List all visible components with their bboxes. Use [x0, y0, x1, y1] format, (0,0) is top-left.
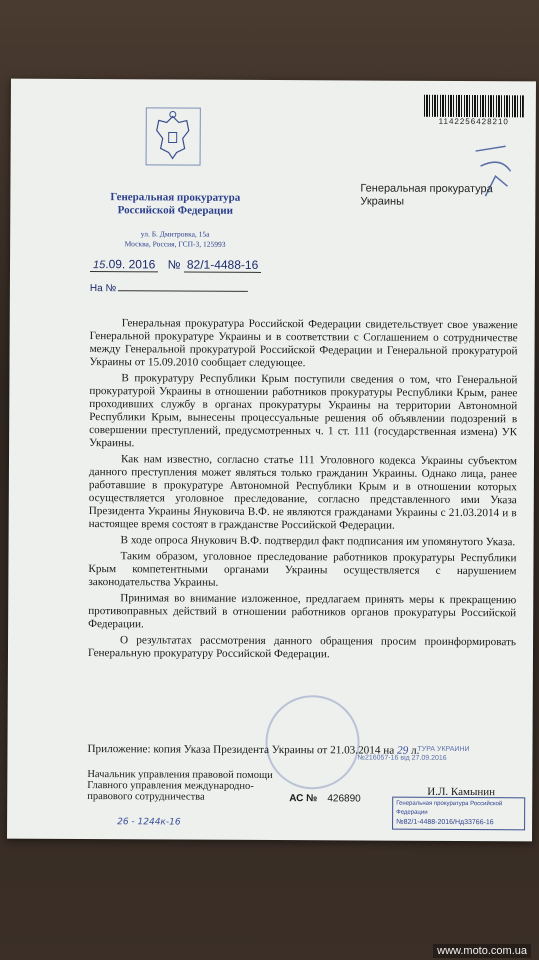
sender-address-line2: Москва, Россия, ГСП-3, 125993 — [124, 239, 226, 249]
registration-line1: ТУРА УКРАИНИ — [417, 745, 470, 754]
paragraph-6: Принимая во внимание изложенное, предлагаем принять меры к прекращению противоправных действий в отношении работников органов прокуратуры Российской Федерации. — [88, 592, 517, 631]
ac-value: 426890 — [327, 793, 361, 805]
paragraph-2: В прокуратуру Республики Крым поступили сведения о том, что Генеральной прокуратурой Украины в отношении работников прокуратуры Республики Крым, ранее проходивших службу в органах прокуратуры Украины на территории Автономной Республики Крым, вынесены процессуальные решения об объявлении подозрений в совершении преступлений, предусмотренных ч. 1 ст. 111 (государственная измена) УК Украины. — [89, 372, 518, 450]
signer-name: И.Л. Камынин — [427, 785, 496, 799]
signer-title — [87, 769, 273, 803]
paragraph-1: Генеральная прокуратура Российской Федерации свидетельствует свое уважение Генеральной прокуратуре Украины и в соответствии с Соглашением о сотрудничестве между Генеральной прокуратурой Российской Федерации и Генеральной прокуратурой Украины от 15.09.2010 сообщает следующее. — [89, 317, 518, 370]
barcode-number: 1142256428210 — [438, 116, 509, 127]
ac-number — [289, 793, 361, 804]
reference-label: На № — [89, 283, 117, 295]
reference-blank-line — [118, 290, 248, 292]
appendix-suffix: л. — [410, 744, 420, 757]
document-number: 82/1-4488-16 — [184, 258, 261, 273]
sender-header — [80, 191, 270, 250]
paragraph-3: Как нам известно, согласно статье 111 Уголовного кодекса Украины субъектом данного преступления может являться только гражданин Украины. Однако лица, ранее работавшие в прокуратуре Автономной Республики Крым и в отношении которых осуществляется уголовное преследование, согласно представленного ими Указа Президента Украины Януковича В.Ф. не являются гражданами Украины с 21.03.2014 и в настоящее время состоят в гражданстве Российской Федерации. — [88, 453, 518, 532]
registration-line2: №216057-16 від 27.09.2016 — [357, 754, 447, 762]
stamp-line1: Генеральная прокуратура Российской Федерации — [396, 800, 503, 816]
sender-org-line1: Генеральная прокуратура — [110, 191, 241, 204]
ac-label: АС № — [289, 793, 318, 805]
signer-line3: правового сотрудничества — [87, 791, 205, 803]
stamp-line2: №82/1-4488-2016/Нд33766-16 — [396, 818, 494, 827]
paragraph-4: В ходе опроса Янукович В.Ф. подтвердил факт подписания им упомянутого Указа. — [120, 534, 516, 549]
watermark: www.moto.com.ua — [433, 944, 531, 958]
sender-address-line1: ул. Б. Дмитровка, 15а — [140, 229, 210, 239]
signer-line2: Главного управления международно- — [87, 780, 254, 792]
letter-body — [88, 317, 518, 665]
recipient-line1: Генеральная прокуратура — [360, 182, 493, 196]
paragraph-7: О результатах рассмотрения данного обращения просим проинформировать Генеральную прокуратуру Российской Федерации. — [87, 634, 517, 661]
barcode-bars — [424, 95, 524, 118]
reference-field — [90, 283, 248, 295]
document-date — [90, 257, 158, 272]
barcode — [424, 95, 524, 126]
handwritten-note: 26 - 1244к-16 — [117, 817, 181, 828]
paragraph-5: Таким образом, уголовное преследование работников прокуратуры Республики Крым компетентными органами Украины осуществляется с нарушением законодательства Украины. — [88, 550, 517, 589]
appendix-line — [87, 743, 527, 757]
official-seal — [265, 695, 359, 789]
recipient-line2: Украины — [360, 195, 405, 208]
date-day-handwritten: 15 — [92, 259, 106, 272]
appendix-pages-handwritten: 29 — [396, 744, 409, 757]
outgoing-stamp — [392, 797, 525, 831]
sender-org-line2: Российской Федерации — [117, 204, 233, 217]
date-rest: .09. 2016 — [105, 257, 156, 272]
coat-of-arms-icon — [146, 107, 201, 165]
recipient — [360, 182, 493, 209]
signer-line1: Начальник управления правовой помощи — [87, 769, 273, 782]
appendix-text: Приложение: копия Указа Президента Украины от 21.03.2014 на — [87, 743, 395, 757]
document-page — [7, 79, 536, 842]
date-number-line — [90, 257, 261, 272]
number-prefix: № — [167, 257, 181, 272]
